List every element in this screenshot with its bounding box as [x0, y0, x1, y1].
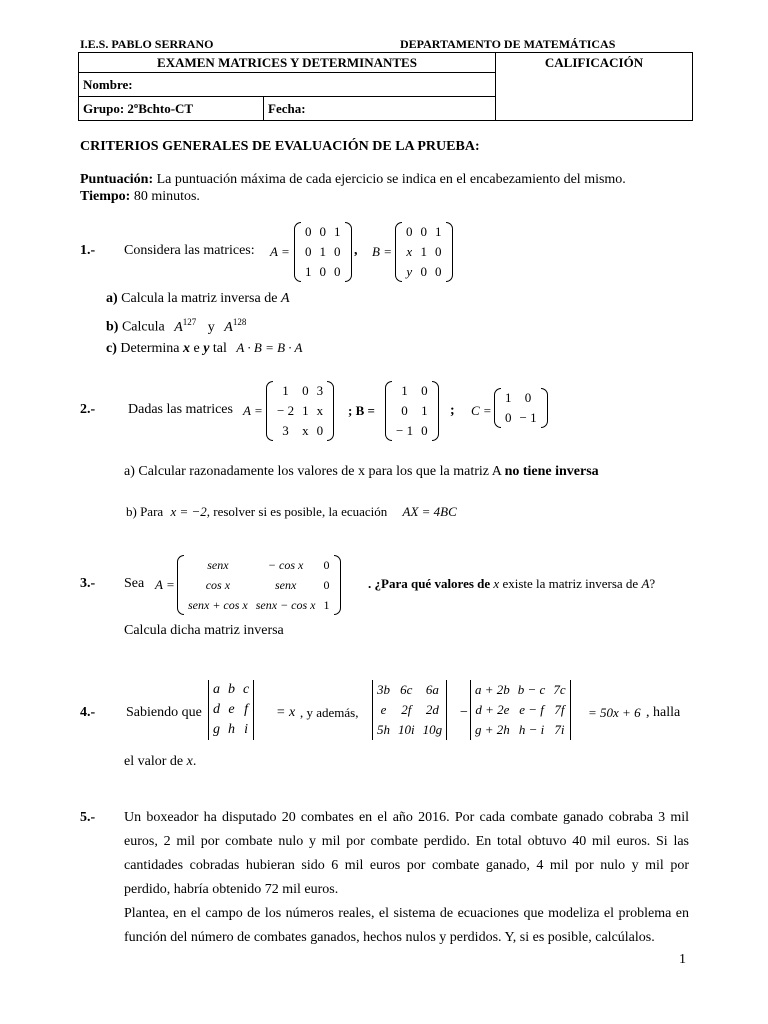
q1-b-var2: A	[224, 319, 233, 335]
q1-part-c	[106, 340, 303, 357]
q4-determinant-2-cell: 2d	[425, 702, 439, 717]
q4-determinant-1-cell: c	[243, 682, 250, 697]
grade-box	[496, 53, 693, 121]
q4-eq2: = 50x + 6	[588, 705, 641, 720]
q1-matrix-a-cell: 1	[334, 224, 341, 239]
q3-followup: Calcula dicha matriz inversa	[124, 623, 284, 638]
q1-matrix-a-cell: 0	[334, 264, 341, 279]
q1-a-text: Calcula la matriz inversa de	[121, 291, 278, 306]
q2-matrix-b-cell: 1	[421, 403, 428, 418]
q4-determinant-3-cell: e − f	[519, 702, 544, 717]
department-name: DEPARTAMENTO DE MATEMÁTICAS	[400, 37, 616, 51]
q3-matrix-a-cell: cos x	[205, 577, 231, 592]
q2-a-name: A =	[243, 403, 263, 418]
q1-b-text: Calcula	[121, 319, 165, 335]
q4-determinant-1-cell: f	[244, 702, 249, 717]
q1-matrix-a-cell: 1	[319, 244, 326, 259]
criteria-heading: CRITERIOS GENERALES DE EVALUACIÓN DE LA PRUEBA:	[80, 139, 480, 154]
q4-determinant-1-cell: i	[244, 722, 249, 737]
q2-matrix-a-cell: 3	[282, 423, 289, 438]
q2-matrix-c-cell: 0	[505, 410, 512, 425]
q3-matrix-a-cell: senx − cos x	[255, 597, 316, 612]
q1-c-x: x	[182, 341, 190, 356]
q1-comma: ,	[354, 243, 358, 258]
q2-matrix-a-cell: 1	[282, 383, 289, 398]
q1-matrix-a-cell: 0	[305, 224, 312, 239]
q1-c-e: e	[193, 341, 200, 356]
q2-matrix-b	[385, 381, 439, 441]
page-number: 1	[679, 952, 686, 967]
q3-matrix-a-cell: 0	[323, 577, 330, 592]
q2-semicolon: ;	[450, 403, 455, 418]
q1-b-name: B =	[372, 244, 392, 259]
q4-determinant-1-cell: a	[213, 682, 220, 697]
q3-matrix-a	[177, 555, 341, 615]
q2-matrix-a	[266, 381, 334, 441]
q3-question-pre: . ¿Para qué valores de	[368, 576, 491, 591]
q2-matrix-b-cell: − 1	[396, 423, 414, 438]
q1-matrix-b-cell: 0	[420, 224, 427, 239]
time-label: Tiempo:	[80, 189, 131, 204]
q3-matrix-a-cell: 1	[323, 597, 330, 612]
q1-b-label: b)	[106, 319, 119, 335]
score-line	[80, 172, 626, 188]
exam-header-table	[78, 52, 693, 121]
time-text: 80 minutos.	[133, 189, 200, 204]
q4-intro: Sabiendo que	[126, 705, 202, 720]
q1-matrix-a-cell: 0	[305, 244, 312, 259]
q1-matrix-b-cell: x	[406, 244, 413, 259]
q1-c-eq: A · B = B · A	[236, 340, 303, 355]
q1-matrix-b-cell: y	[406, 264, 413, 279]
q2-matrix-c	[494, 388, 548, 428]
q3-question-mid: existe la matriz inversa de	[502, 576, 639, 591]
date-field: Fecha:	[264, 97, 496, 121]
q4-line2	[124, 754, 196, 770]
q4-determinant-1-cell: e	[228, 702, 235, 717]
q3-matrix-a-cell: 0	[323, 557, 330, 572]
q4-determinant-3-cell: b − c	[517, 682, 546, 697]
q1-number: 1.-	[80, 243, 96, 258]
q2-b-text1: b) Para	[126, 504, 164, 519]
exam-title: EXAMEN MATRICES Y DETERMINANTES	[79, 53, 496, 73]
q2-intro: Dadas las matrices	[128, 402, 233, 417]
q4-determinant-3	[470, 680, 571, 740]
q4-determinant-1-cell: b	[228, 682, 235, 697]
group-field: Grupo: 2ºBchto-CT	[79, 97, 264, 121]
school-name: I.E.S. PABLO SERRANO	[80, 37, 214, 51]
q2-part-a	[124, 464, 599, 480]
q2-b-text2: , resolver si es posible, la ecuación	[206, 504, 388, 519]
q2-matrix-b-cell: 1	[401, 383, 408, 398]
score-text: La puntuación máxima de cada ejercicio se indica en el encabezamiento del mismo.	[156, 172, 626, 187]
q4-determinant-1	[208, 680, 254, 740]
q4-determinant-1-cell: d	[213, 702, 220, 717]
q1-c-y: y	[203, 341, 210, 356]
q5-number: 5.-	[80, 810, 96, 825]
q4-determinant-3-cell: 7c	[553, 682, 566, 697]
q1-b-exp1: 127	[182, 317, 197, 327]
q1-part-b	[106, 317, 246, 336]
q1-b-and: y	[207, 319, 215, 335]
q2-matrix-a-cell: 0	[302, 383, 309, 398]
q4-determinant-3-cell: d + 2e	[475, 702, 510, 717]
q5-paragraph-2: Plantea, en el campo de los números reales, el sistema de ecuaciones que modeliza el problema en función del número de combates ganados, hechos nulos y perdidos. Y, si es posible, calcúlalos.	[124, 906, 689, 945]
q4-determinant-2-cell: 3b	[377, 682, 390, 697]
q1-part-a	[106, 291, 290, 307]
grade-label: CALIFICACIÓN	[544, 55, 644, 70]
q1-matrix-a-cell: 0	[334, 244, 341, 259]
q2-matrix-b-cell: 0	[421, 423, 428, 438]
q2-part-b	[126, 504, 457, 520]
q1-matrix-b-cell: 0	[406, 224, 413, 239]
q1-matrix-b-cell: 0	[435, 264, 442, 279]
q1-matrix-a	[294, 222, 352, 282]
q2-matrix-b-cell: 0	[421, 383, 428, 398]
q3-number: 3.-	[80, 576, 96, 591]
time-line	[80, 189, 200, 205]
q4-determinant-3-cell: g + 2h	[475, 722, 510, 737]
q1-matrix-b-cell: 1	[435, 224, 442, 239]
q1-c-text: Determina	[120, 341, 180, 356]
q4-determinant-3-cell: a + 2b	[475, 682, 510, 697]
q3-matrix-a-cell: senx	[207, 557, 229, 572]
q2-matrix-a-cell: 1	[302, 403, 309, 418]
q4-determinant-2-cell: 2f	[401, 702, 412, 717]
q4-determinant-3-cell: h − i	[518, 722, 545, 737]
q1-b-var1: A	[174, 319, 183, 335]
q2-a-bold: no tiene inversa	[504, 464, 599, 479]
q2-matrix-a-cell: x	[316, 403, 324, 418]
q5-paragraph-1: Un boxeador ha disputado 20 combates en el año 2016. Por cada combate ganado cobraba 3 mil euros, 2 mil por combate nulo y mil por combate perdido. En total obtuvo 40 mil euros. Si las cantidades cobradas hubieran sido 6 mil euros por combate ganado, 4 mil por nulo y mil por perdido, habría obtenido 72 mil euros.	[124, 810, 689, 897]
q4-determinant-1-cell: h	[228, 722, 235, 737]
q4-determinant-2-cell: 10i	[398, 722, 415, 737]
q3-intro: Sea	[124, 576, 145, 591]
q3-matrix-a-cell: senx	[274, 577, 297, 592]
q1-a-name: A =	[270, 244, 290, 259]
q4-determinant-2	[372, 680, 447, 740]
q3-matrix-a-cell: senx + cos x	[188, 597, 248, 612]
q1-c-label: c)	[106, 341, 117, 356]
q4-line2-end: .	[192, 754, 197, 769]
q1-a-var: A	[280, 291, 290, 306]
q3-question-var: x	[493, 576, 500, 591]
q4-line2-text: el valor de	[124, 754, 184, 769]
q4-line2-var: x	[186, 754, 193, 769]
q2-matrix-c-cell: 0	[524, 390, 532, 405]
q4-end: , halla	[646, 705, 681, 720]
q4-determinant-2-cell: 6a	[425, 682, 439, 697]
q2-matrix-a-cell: − 2	[277, 403, 295, 418]
score-label: Puntuación:	[80, 172, 154, 187]
q2-b-name: ; B =	[348, 403, 375, 418]
q2-c-name: C =	[471, 403, 492, 418]
name-field: Nombre:	[79, 73, 496, 97]
q1-a-label: a)	[106, 291, 118, 306]
q3-question	[368, 576, 655, 592]
q1-matrix-b	[395, 222, 453, 282]
q1-matrix-b-cell: 1	[420, 244, 427, 259]
q1-matrix-b-cell: 0	[435, 244, 442, 259]
q1-intro: Considera las matrices:	[124, 243, 255, 258]
q1-c-tal: tal	[212, 341, 227, 356]
q2-a-text: a) Calcular razonadamente los valores de x para los que la matriz A	[124, 464, 502, 479]
q1-matrix-a-cell: 0	[319, 264, 326, 279]
q2-matrix-a-cell: 3	[316, 383, 324, 398]
q4-determinant-2-cell: e	[380, 702, 387, 717]
q2-matrix-a-cell: x	[302, 423, 309, 438]
q4-eq1: = x	[276, 705, 296, 720]
q3-question-a: A	[641, 576, 650, 591]
q3-matrix-a-cell: − cos x	[267, 557, 304, 572]
q1-b-exp2: 128	[232, 317, 247, 327]
q4-determinant-1-cell: g	[213, 722, 220, 737]
q4-mid: , y además,	[300, 705, 359, 720]
q4-number: 4.-	[80, 705, 96, 720]
q4-minus: −	[460, 705, 468, 720]
q4-determinant-3-cell: 7f	[554, 702, 565, 717]
q2-matrix-c-cell: − 1	[519, 410, 537, 425]
q1-matrix-a-cell: 0	[319, 224, 326, 239]
q4-determinant-2-cell: 5h	[377, 722, 390, 737]
q2-matrix-a-cell: 0	[316, 423, 324, 438]
q2-b-eq: AX = 4BC	[402, 504, 457, 519]
q4-determinant-3-cell: 7i	[554, 722, 565, 737]
q2-matrix-c-cell: 1	[505, 390, 512, 405]
q1-matrix-a-cell: 1	[305, 264, 312, 279]
q4-determinant-2-cell: 10g	[422, 722, 443, 737]
q2-matrix-b-cell: 0	[401, 403, 408, 418]
q4-determinant-2-cell: 6c	[400, 682, 413, 697]
q3-question-end: ?	[649, 576, 656, 591]
q2-number: 2.-	[80, 402, 96, 417]
q2-b-cond: x = −2	[170, 504, 207, 519]
q1-matrix-b-cell: 0	[420, 264, 427, 279]
q3-a-name: A =	[155, 577, 175, 592]
